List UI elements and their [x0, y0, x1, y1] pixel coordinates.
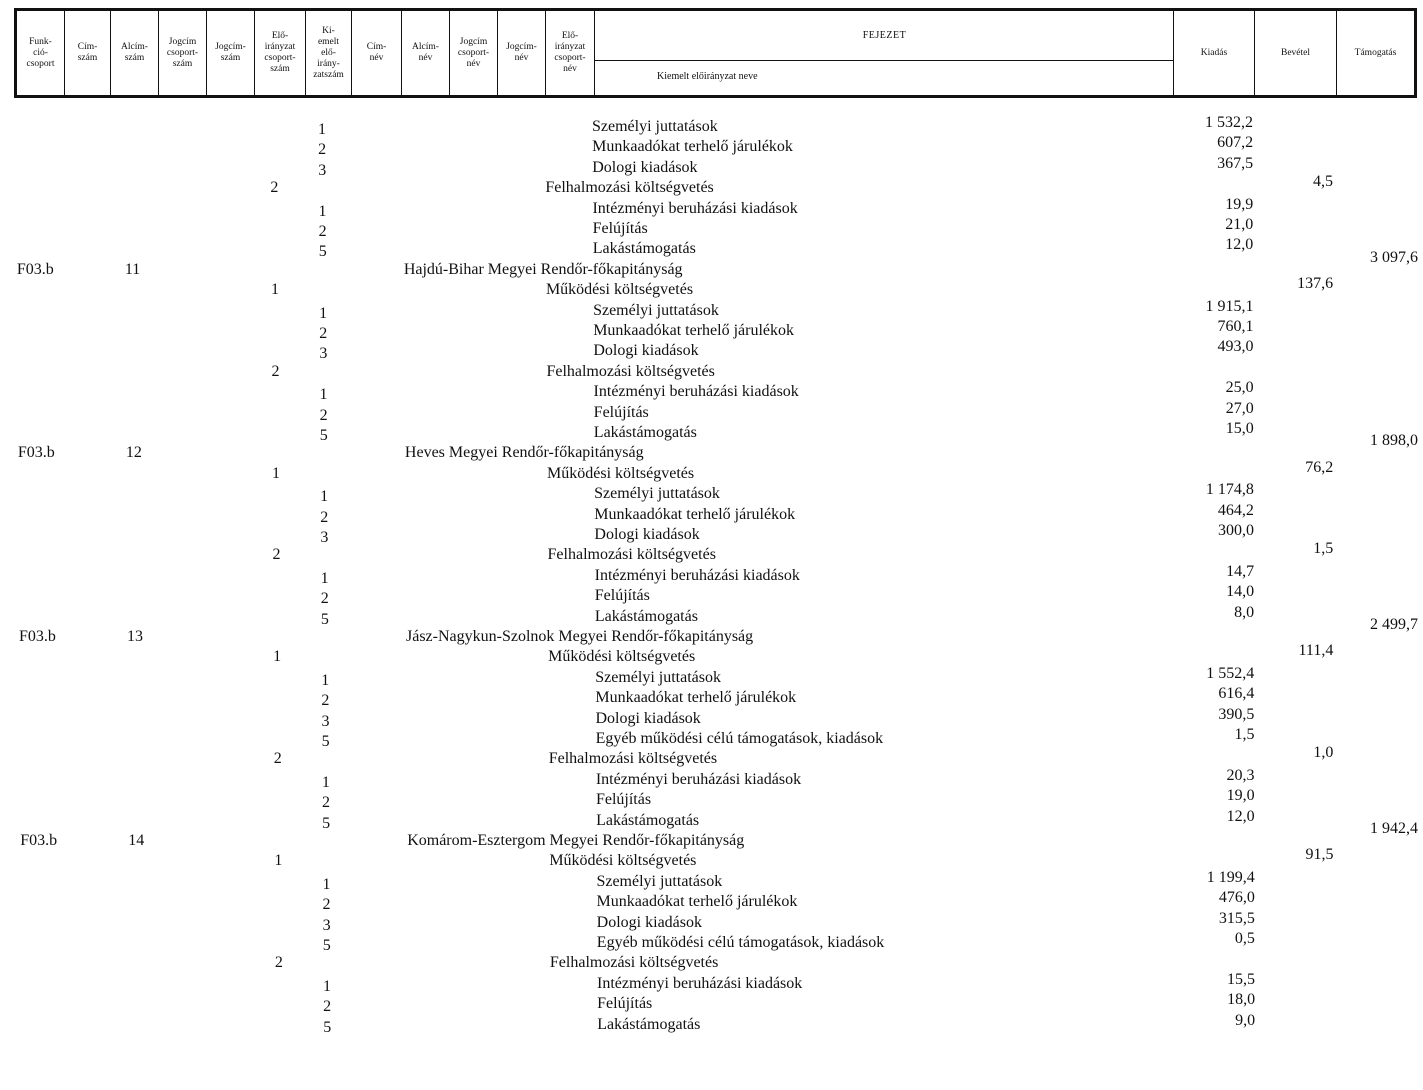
kiemelt-eloiranyzat-cell: 5: [318, 243, 327, 260]
kiemelt-eloiranyzat-cell: 3: [321, 713, 330, 730]
kiadas-cell: 21,0: [1225, 216, 1254, 233]
bevetel-cell: 91,5: [1305, 846, 1334, 863]
kiemelt-eloiranyzat-nev-cell: Személyi juttatások: [595, 669, 721, 686]
kiemelt-eloiranyzat-nev-cell: Lakástámogatás: [594, 608, 698, 625]
kiemelt-eloiranyzat-nev-cell: Felújítás: [593, 404, 649, 421]
eloiranyzatcsoport-cell: 2: [271, 363, 280, 380]
bevetel-cell: 4,5: [1313, 173, 1334, 190]
kiadas-cell: 476,0: [1218, 889, 1255, 906]
kiemelt-eloiranyzat-cell: 5: [322, 937, 331, 954]
kiemelt-eloiranyzat-cell: 1: [322, 876, 331, 893]
funkciocsoport-cell: F03.b: [17, 444, 55, 461]
eloiranyzatcsoport-nev-cell: Működési költségvetés: [547, 465, 695, 482]
col-header-kiadas: Kiadás: [1174, 11, 1255, 95]
kiemelt-eloiranyzat-nev-cell: Felújítás: [594, 587, 650, 604]
kiadas-cell: 616,4: [1218, 685, 1255, 702]
kiemelt-eloiranyzat-cell: 1: [320, 570, 329, 587]
bevetel-cell: 1,5: [1313, 540, 1334, 557]
funkciocsoport-cell: F03.b: [16, 261, 54, 278]
kiemelt-eloiranyzat-cell: 2: [320, 590, 329, 607]
kiemelt-eloiranyzat-nev-cell: Személyi juttatások: [594, 485, 720, 502]
col-header-tamogatas: Támogatás: [1354, 47, 1397, 58]
kiadas-cell: 12,0: [1226, 808, 1255, 825]
funkciocsoport-cell: F03.b: [19, 628, 56, 645]
kiemelt-eloiranyzat-nev-cell: Személyi juttatások: [593, 302, 719, 319]
cim-nev-cell: Hajdú-Bihar Megyei Rendőr-főkapitányság: [403, 261, 683, 278]
kiadas-cell: 300,0: [1217, 522, 1254, 539]
eloiranyzatcsoport-nev-cell: Felhalmozási költségvetés: [547, 546, 716, 563]
kiadas-cell: 1 552,4: [1206, 665, 1255, 682]
cim-nev-cell: Jász-Nagykun-Szolnok Megyei Rendőr-főkapitányság: [406, 628, 754, 645]
kiemelt-eloiranyzat-nev-cell: Munkaadókat terhelő járulékok: [594, 506, 796, 523]
cimszam-cell: 11: [124, 261, 141, 278]
col-header-alcimnev: Alcím- név: [402, 11, 450, 95]
kiemelt-eloiranyzat-cell: 2: [321, 794, 330, 811]
kiemelt-eloiranyzat-cell: 2: [321, 692, 330, 709]
kiemelt-eloiranyzat-nev-cell: Lakástámogatás: [592, 240, 696, 257]
tamogatas-cell: 2 499,7: [1370, 616, 1418, 633]
tamogatas-cell: 1 898,0: [1370, 432, 1418, 449]
kiemelt-eloiranyzat-nev-cell: Dologi kiadások: [595, 710, 701, 727]
kiadas-cell: 20,3: [1226, 767, 1255, 784]
table-header: [14, 8, 1417, 98]
eloiranyzatcsoport-cell: 1: [273, 648, 282, 665]
kiemelt-eloiranyzat-nev-cell: Lakástámogatás: [593, 424, 697, 441]
eloiranyzatcsoport-cell: 1: [270, 281, 279, 298]
kiemelt-eloiranyzat-nev-cell: Felújítás: [592, 220, 648, 237]
kiemelt-eloiranyzat-nev-cell: Intézményi beruházási kiadások: [592, 200, 798, 217]
kiemelt-eloiranyzat-cell: 2: [318, 223, 327, 240]
kiemelt-eloiranyzat-nev-cell: Dologi kiadások: [594, 526, 700, 543]
kiemelt-eloiranyzat-cell: 3: [322, 917, 331, 934]
kiadas-cell: 9,0: [1235, 1012, 1256, 1029]
kiadas-cell: 1 915,1: [1205, 298, 1254, 315]
funkciocsoport-cell: F03.b: [20, 832, 58, 849]
eloiranyzatcsoport-nev-cell: Működési költségvetés: [545, 281, 694, 298]
eloiranyzatcsoport-cell: 1: [272, 465, 281, 482]
kiemelt-eloiranyzat-cell: 3: [319, 345, 328, 362]
kiadas-cell: 14,0: [1226, 583, 1255, 600]
bevetel-cell: 76,2: [1305, 459, 1334, 476]
kiadas-cell: 1 174,8: [1205, 481, 1254, 498]
kiemelt-eloiranyzat-neve-label: Kiemelt előirányzat neve: [657, 71, 758, 82]
col-header-bevetel: Bevétel: [1255, 11, 1337, 95]
kiemelt-eloiranyzat-nev-cell: Felújítás: [595, 791, 652, 808]
col-header-jogcimnev: Jogcím- név: [498, 11, 546, 95]
kiemelt-eloiranyzat-nev-cell: Személyi juttatások: [592, 118, 718, 135]
kiadas-cell: 8,0: [1234, 604, 1255, 621]
kiemelt-eloiranyzat-nev-cell: Felújítás: [597, 995, 653, 1012]
bevetel-cell: 137,6: [1297, 275, 1334, 292]
kiadas-cell: 367,5: [1217, 155, 1254, 172]
kiemelt-eloiranyzat-nev-cell: Intézményi beruházási kiadások: [597, 975, 803, 992]
bevetel-cell: 1,0: [1313, 744, 1334, 761]
kiemelt-eloiranyzat-cell: 3: [318, 162, 327, 179]
kiemelt-eloiranyzat-cell: 2: [319, 407, 328, 424]
eloiranyzatcsoport-cell: 2: [274, 954, 283, 971]
kiemelt-eloiranyzat-nev-cell: Egyéb működési célú támogatások, kiadások: [595, 730, 884, 747]
kiemelt-eloiranyzat-cell: 1: [320, 488, 329, 505]
eloiranyzatcsoport-cell: 2: [270, 179, 279, 196]
eloiranyzatcsoport-cell: 1: [274, 852, 283, 869]
eloiranyzatcsoport-nev-cell: Felhalmozási költségvetés: [545, 179, 714, 196]
kiadas-cell: 12,0: [1225, 236, 1254, 253]
cim-nev-cell: Heves Megyei Rendőr-főkapitányság: [404, 444, 644, 461]
col-header-jogcimcsoport-nev: Jogcím csoport- név: [450, 11, 498, 95]
col-header-cimszam: Cím- szám: [65, 11, 111, 95]
kiemelt-eloiranyzat-cell: 1: [319, 386, 328, 403]
kiadas-cell: 1,5: [1234, 726, 1255, 743]
kiemelt-eloiranyzat-cell: 5: [321, 733, 330, 750]
col-header-eloiranyzatcsoport-szam: Elő- irányzat csoport- szám: [255, 11, 306, 95]
kiemelt-eloiranyzat-nev-cell: Dologi kiadások: [592, 159, 698, 176]
kiemelt-eloiranyzat-nev-cell: Egyéb működési célú támogatások, kiadások: [596, 934, 885, 951]
kiadas-cell: 315,5: [1218, 910, 1255, 927]
col-header-jogcimcsoport-szam: Jogcím csoport- szám: [159, 11, 207, 95]
kiemelt-eloiranyzat-nev-cell: Intézményi beruházási kiadások: [595, 771, 802, 788]
kiadas-cell: 390,5: [1218, 706, 1255, 723]
kiadas-cell: 607,2: [1217, 134, 1254, 151]
eloiranyzatcsoport-cell: 2: [273, 750, 282, 767]
kiemelt-eloiranyzat-nev-cell: Dologi kiadások: [593, 342, 699, 359]
eloiranyzatcsoport-nev-cell: Felhalmozási költségvetés: [548, 750, 718, 767]
kiemelt-eloiranyzat-cell: 2: [318, 141, 327, 158]
kiemelt-eloiranyzat-cell: 1: [321, 774, 330, 791]
cimszam-cell: 12: [125, 444, 142, 461]
kiadas-cell: 18,0: [1227, 991, 1256, 1008]
tamogatas-cell: 1 942,4: [1370, 820, 1418, 837]
col-header-alcimszam: Alcím- szám: [111, 11, 159, 95]
col-header-kiemelt-szam: Ki- emelt elő- irány- zatszám: [306, 11, 352, 95]
kiemelt-eloiranyzat-nev-cell: Személyi juttatások: [596, 873, 723, 890]
kiemelt-eloiranyzat-cell: 1: [318, 203, 327, 220]
eloiranyzatcsoport-nev-cell: Felhalmozási költségvetés: [546, 363, 715, 380]
kiemelt-eloiranyzat-nev-cell: Lakástámogatás: [597, 1016, 701, 1033]
kiemelt-eloiranyzat-nev-cell: Munkaadókat terhelő járulékok: [595, 689, 797, 706]
kiemelt-eloiranyzat-nev-cell: Dologi kiadások: [596, 914, 702, 931]
kiemelt-eloiranyzat-cell: 1: [319, 305, 328, 322]
kiemelt-eloiranyzat-cell: 5: [319, 427, 328, 444]
eloiranyzatcsoport-nev-cell: Működési költségvetés: [549, 852, 697, 869]
kiadas-cell: 15,0: [1225, 420, 1254, 437]
kiadas-cell: 15,5: [1227, 971, 1256, 988]
kiadas-cell: 1 532,2: [1205, 114, 1253, 131]
fejezet-title: FEJEZET: [595, 11, 1174, 61]
kiadas-cell: 493,0: [1217, 338, 1254, 355]
kiemelt-eloiranyzat-cell: 2: [319, 325, 328, 342]
bevetel-cell: 111,4: [1298, 642, 1334, 659]
kiemelt-eloiranyzat-cell: 2: [320, 509, 329, 526]
cim-nev-cell: Komárom-Esztergom Megyei Rendőr-főkapitányság: [407, 832, 745, 849]
kiadas-cell: 464,2: [1217, 502, 1254, 519]
kiadas-cell: 19,9: [1225, 196, 1254, 213]
kiemelt-eloiranyzat-nev-cell: Intézményi beruházási kiadások: [594, 567, 800, 584]
cimszam-cell: 13: [127, 628, 143, 645]
kiadas-cell: 0,5: [1234, 930, 1255, 947]
kiemelt-eloiranyzat-cell: 5: [322, 815, 331, 832]
kiemelt-eloiranyzat-nev-cell: Intézményi beruházási kiadások: [593, 383, 799, 400]
kiemelt-eloiranyzat-nev-cell: Munkaadókat terhelő járulékok: [593, 322, 795, 339]
tamogatas-cell: 3 097,6: [1370, 249, 1418, 266]
kiadas-cell: 25,0: [1225, 379, 1254, 396]
kiadas-cell: 760,1: [1217, 318, 1254, 335]
kiemelt-eloiranyzat-cell: 5: [320, 611, 329, 628]
kiemelt-eloiranyzat-cell: 2: [323, 998, 332, 1015]
kiemelt-eloiranyzat-cell: 3: [320, 529, 329, 546]
col-header-jogcimszam: Jogcím- szám: [207, 11, 255, 95]
kiadas-cell: 19,0: [1226, 787, 1255, 804]
kiemelt-eloiranyzat-cell: 5: [323, 1019, 332, 1036]
kiemelt-eloiranyzat-cell: 2: [322, 896, 331, 913]
cimszam-cell: 14: [128, 832, 145, 849]
kiadas-cell: 27,0: [1225, 400, 1254, 417]
kiemelt-eloiranyzat-nev-cell: Munkaadókat terhelő járulékok: [592, 138, 793, 155]
kiemelt-eloiranyzat-cell: 1: [323, 978, 332, 995]
kiadas-cell: 14,7: [1226, 563, 1255, 580]
eloiranyzatcsoport-nev-cell: Működési költségvetés: [548, 648, 696, 665]
col-header-cimnev: Cím- név: [352, 11, 402, 95]
kiemelt-eloiranyzat-cell: 1: [318, 121, 326, 138]
eloiranyzatcsoport-nev-cell: Felhalmozási költségvetés: [549, 954, 719, 971]
col-header-funkciocsoport: Funk- ció- csoport: [17, 11, 65, 95]
kiadas-cell: 1 199,4: [1206, 869, 1255, 886]
kiemelt-eloiranyzat-nev-cell: Munkaadókat terhelő járulékok: [596, 893, 798, 910]
kiemelt-eloiranyzat-nev-cell: Lakástámogatás: [596, 812, 700, 829]
kiemelt-eloiranyzat-cell: 1: [321, 672, 330, 689]
col-header-eloiranyzatcsoport-nev: Elő- irányzat csoport- név: [546, 11, 595, 95]
eloiranyzatcsoport-cell: 2: [272, 546, 281, 563]
